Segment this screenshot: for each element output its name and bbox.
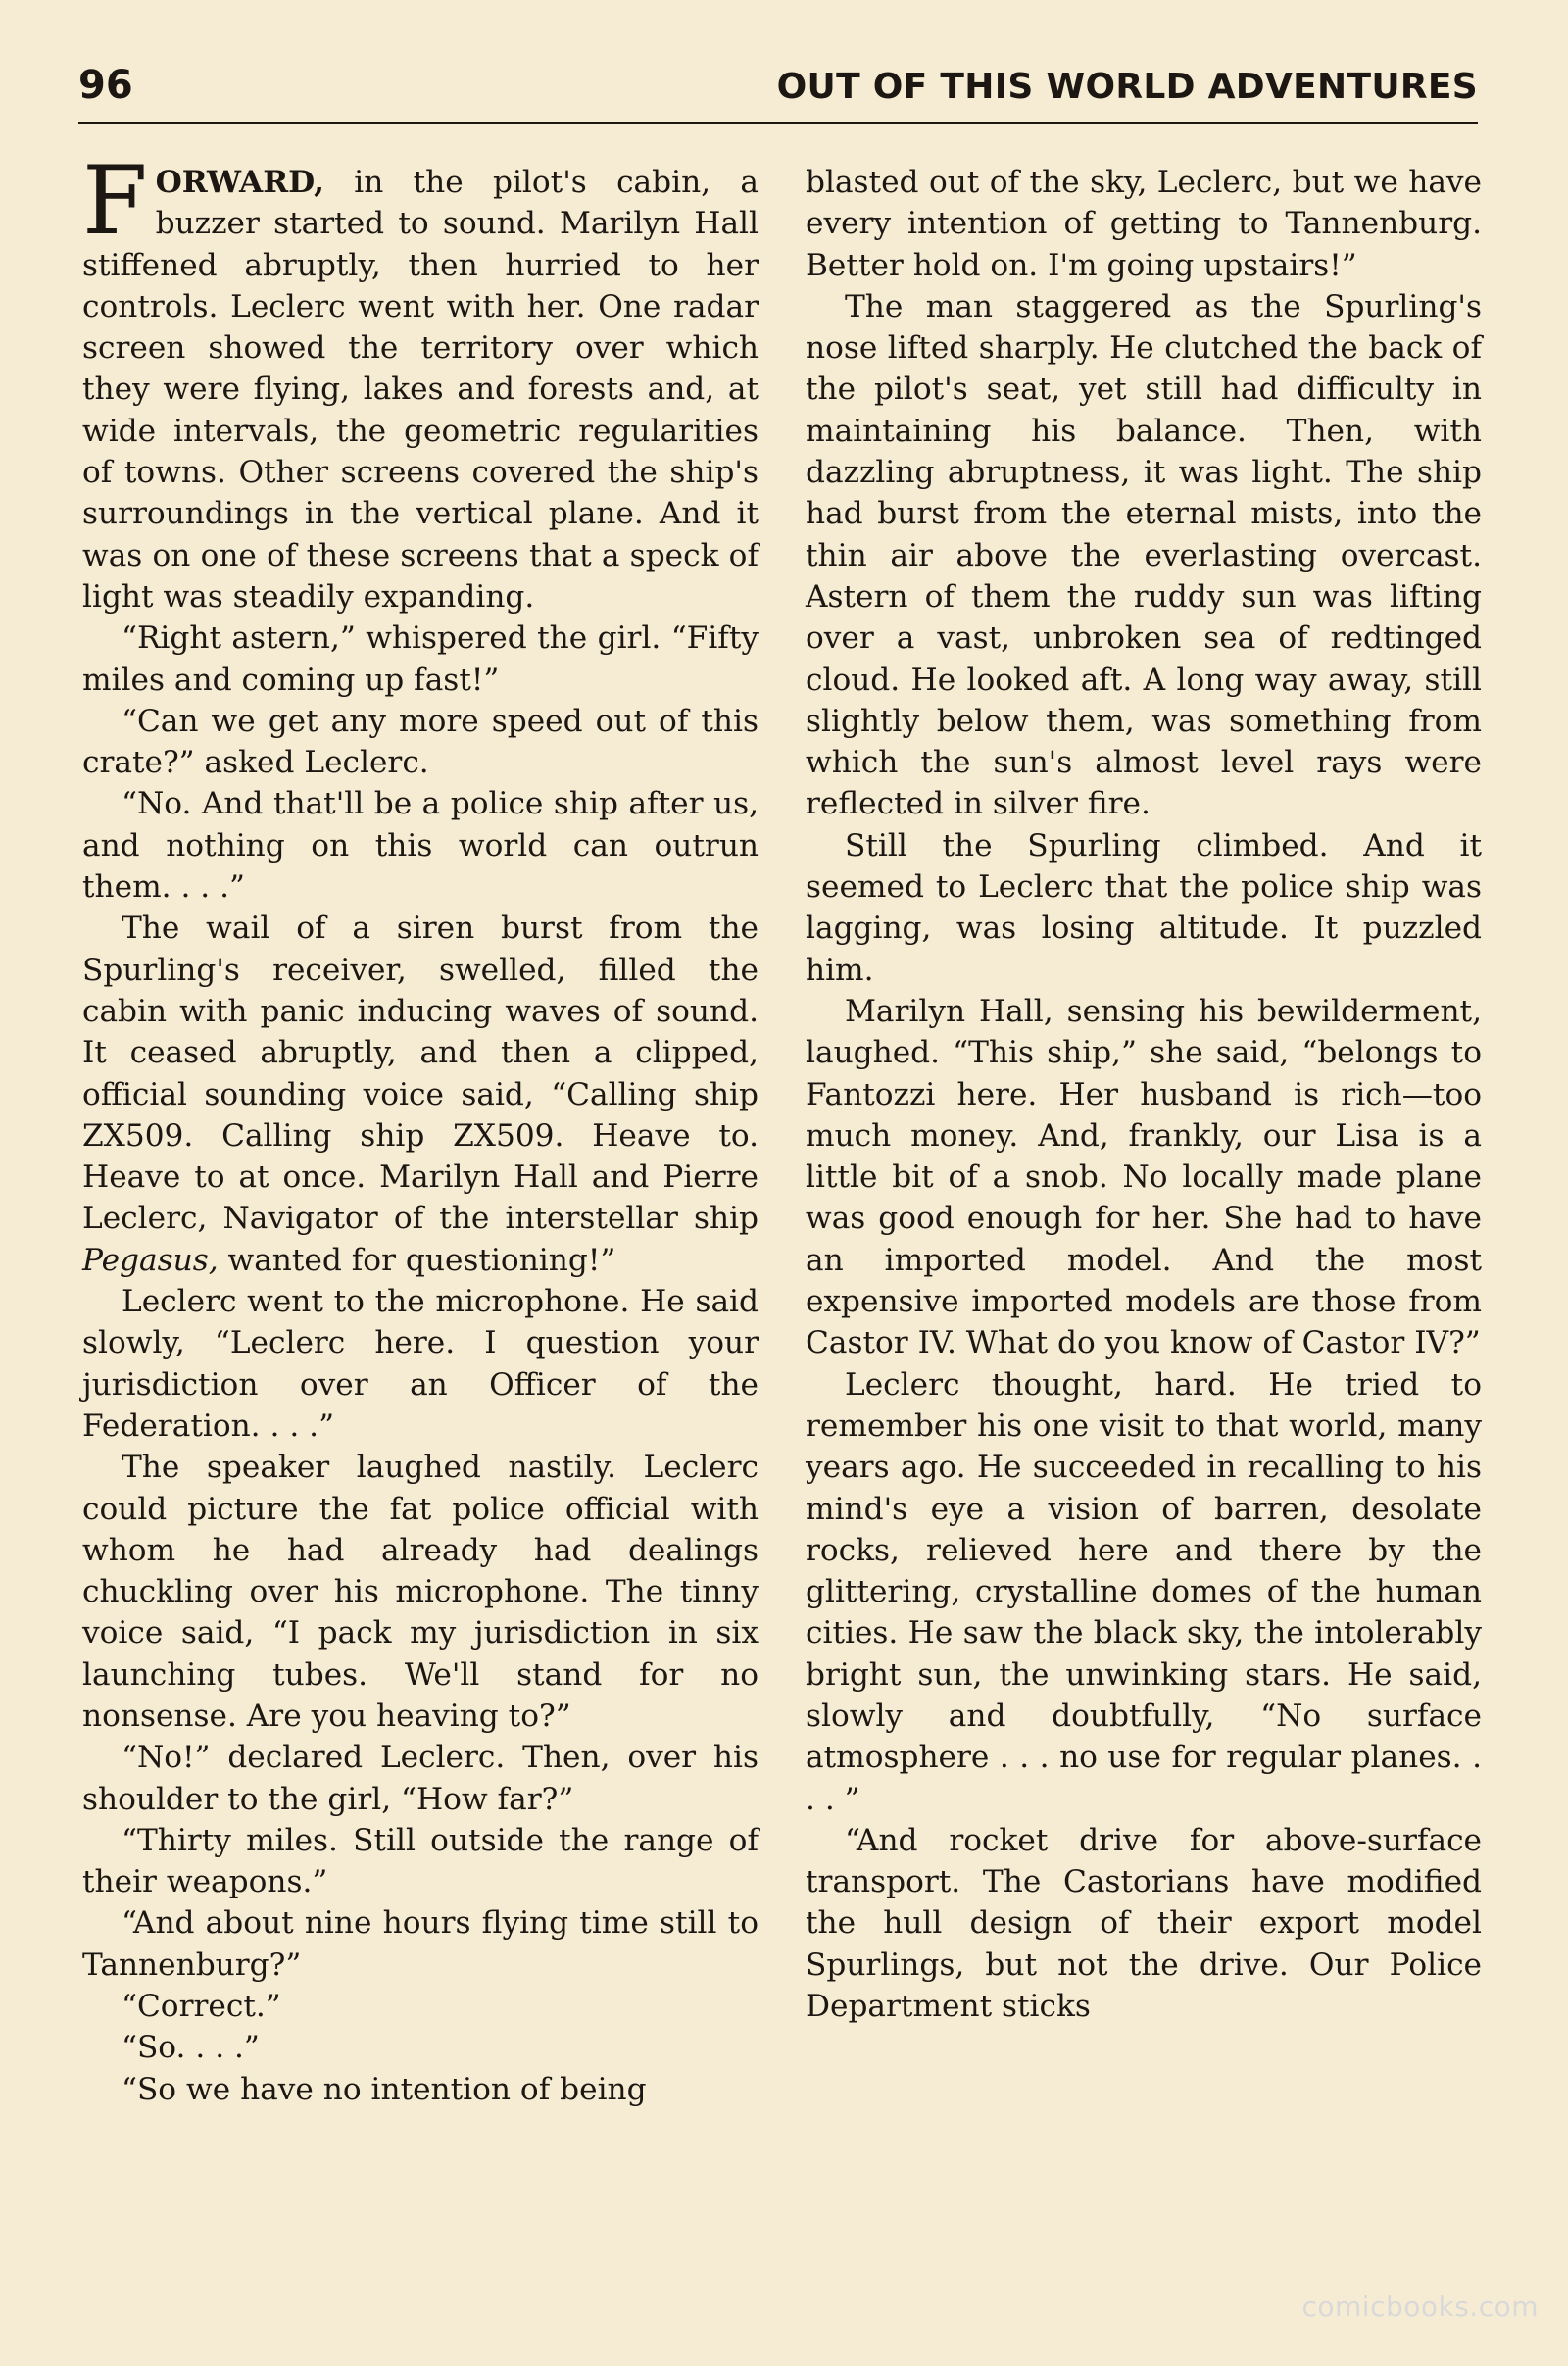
paragraph: Still the Spurling climbed. And it seemed to Leclerc that the police ship was lagging, was losing altitude. It puzzled him.: [806, 827, 1482, 988]
ship-name: Pegasus,: [82, 1242, 219, 1278]
paragraph: “No. And that'll be a police ship after us, and nothing on this world can outrun them. . . .”: [82, 786, 759, 906]
paragraph: “Can we get any more speed out of this crate?” asked Leclerc.: [82, 703, 759, 781]
paragraph: Marilyn Hall, sensing his bewilderment, laughed. “This ship,” she said, “belongs to Fantozzi here. Her husband is rich—too much money. And, frankly, our Lisa is a little bit of a snob. No locally made plane was good enough for her. She had to have an imported model. And the most expensive imported models are those from Castor IV. What do you know of Castor IV?”: [806, 993, 1482, 1361]
paragraph: “And rocket drive for above-surface transport. The Castorians have modified the hull design of their export model Spurlings, but not the drive. Our Police Department sticks: [806, 1822, 1482, 2025]
paragraph: Leclerc thought, hard. He tried to remember his one visit to that world, many years ago. He succeeded in recalling to his mind's eye a vision of barren, desolate rocks, relieved here and there by the glittering, crystalline domes of the human cities. He saw the black sky, the intolerably bright sun, the unwinking stars. He said, slowly and doubtfully, “No surface atmosphere . . . no use for regular planes. . . . ”: [806, 1366, 1482, 1817]
paragraph: “So we have no intention of being: [122, 2071, 647, 2107]
drop-cap: F: [82, 146, 148, 256]
opening-paragraph: [82, 146, 759, 617]
lead-words: ORWARD,: [155, 165, 324, 200]
paragraph: “Right astern,” whispered the girl. “Fifty miles and coming up fast!”: [82, 620, 759, 698]
page-header: [78, 61, 1478, 124]
right-column: [806, 162, 1482, 2027]
paragraph: “No!” declared Leclerc. Then, over his shoulder to the girl, “How far?”: [82, 1740, 759, 1817]
page-number: 96: [78, 63, 133, 108]
paragraph: Leclerc went to the microphone. He said slowly, “Leclerc here. I question your jurisdiction over an Officer of the Federation. . . .”: [82, 1284, 759, 1444]
paragraph-text: wanted for questioning!”: [218, 1242, 616, 1278]
paragraph: [82, 908, 759, 1281]
paragraph-text: The wail of a siren burst from the Spurling's receiver, swelled, filled the cabin with panic inducing waves of sound. It ceased abruptly, and then a clipped, official sounding voice said, “Calling ship ZX509. Calling ship ZX509. Heave to. Heave to at once. Marilyn Hall and Pierre Leclerc, Navigator of the interstellar ship: [82, 911, 759, 1237]
running-title: OUT OF THIS WORLD ADVENTURES: [776, 67, 1478, 107]
paragraph: The speaker laughed nastily. Leclerc could picture the fat police official with whom he had already had dealings chuckling over his microphone. The tinny voice said, “I pack my jurisdiction in six launching tubes. We'll stand for no nonsense. Are you heaving to?”: [82, 1450, 759, 1734]
paragraph: “So. . . .”: [122, 2030, 260, 2066]
paragraph: The man staggered as the Spurling's nose lifted sharply. He clutched the back of the pilot's seat, yet still had difficulty in maintaining his balance. Then, with dazzling abruptness, it was light. The ship had burst from the eternal mists, into the thin air above the everlasting overcast. Astern of them the ruddy sun was lifting over a vast, unbroken sea of redtinged cloud. He looked aft. A long way away, still slightly below them, was something from which the sun's almost level rays were reflected in silver fire.: [806, 288, 1482, 822]
paragraph-text: in the pilot's cabin, a buzzer started to sound. Marilyn Hall stiffened abruptly, then hurried to her controls. Leclerc went with her. One radar screen showed the territory over which they were flying, lakes and forests and, at wide intervals, the geometric regularities of towns. Other screens covered the ship's surroundings in the vertical plane. And it was on one of these screens that a speck of light was steadily expanding.: [82, 165, 759, 615]
left-column: [82, 146, 759, 2110]
paragraph: “And about nine hours flying time still to Tannenburg?”: [82, 1905, 759, 1983]
source-watermark: comicbooks.com: [1301, 2291, 1539, 2323]
paragraph: “Thirty miles. Still outside the range of their weapons.”: [82, 1822, 759, 1900]
paragraph: “Correct.”: [122, 1989, 281, 2025]
continued-paragraph: blasted out of the sky, Leclerc, but we have every intention of getting to Tannenburg. Better hold on. I'm going upstairs!”: [806, 165, 1482, 283]
